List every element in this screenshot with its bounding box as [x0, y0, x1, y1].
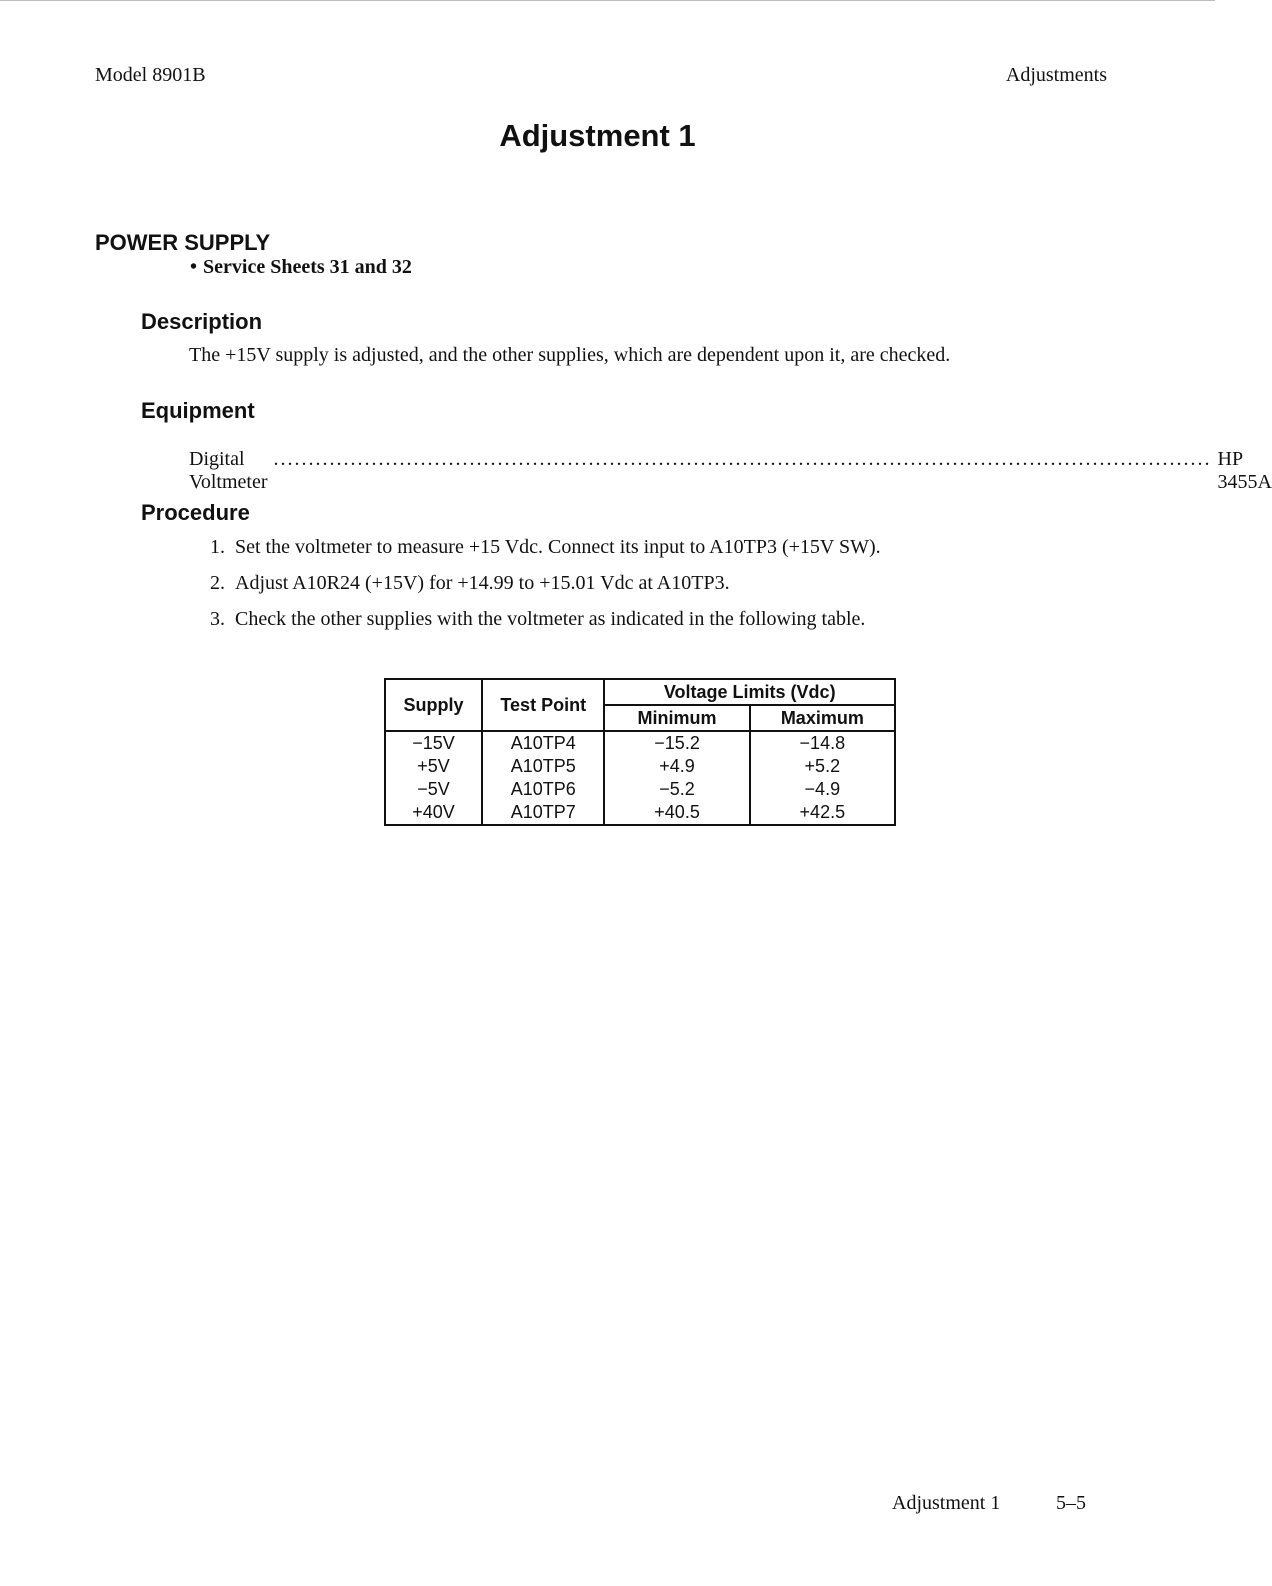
equipment-row [189, 448, 1272, 494]
table-row [385, 778, 895, 801]
equipment-model: HP 3455A [1217, 448, 1272, 493]
cell-minimum: −5.2 [604, 778, 749, 801]
page-title: Adjustment 1 [499, 118, 696, 153]
section-title: POWER SUPPLY [95, 230, 271, 255]
dot-leader: ...................................................................................................................................... [273, 448, 1212, 470]
header-maximum: Maximum [750, 705, 895, 731]
footer-label: Adjustment 1 [892, 1492, 1001, 1514]
cell-minimum: +40.5 [604, 801, 749, 825]
cell-test-point: A10TP6 [482, 778, 604, 801]
description-text: The +15V supply is adjusted, and the other supplies, which are dependent upon it, are checked. [189, 344, 951, 366]
cell-minimum: +4.9 [604, 755, 749, 778]
footer-page-number: 5–5 [1056, 1492, 1086, 1514]
table-row [385, 755, 895, 778]
header-section: Adjustments [1005, 64, 1107, 86]
cell-test-point: A10TP5 [482, 755, 604, 778]
cell-supply: −5V [385, 778, 482, 801]
description-heading: Description [141, 309, 263, 334]
procedure-step [210, 572, 881, 608]
bullet-icon: • [190, 256, 198, 278]
procedure-step [210, 608, 881, 644]
cell-supply: +5V [385, 755, 482, 778]
equipment-item: Digital Voltmeter [189, 448, 268, 493]
cell-maximum: +42.5 [750, 801, 895, 825]
header-test-point: Test Point [482, 679, 604, 731]
header-supply: Supply [385, 679, 482, 731]
cell-maximum: −14.8 [750, 731, 895, 755]
procedure-heading: Procedure [141, 500, 250, 525]
cell-supply: +40V [385, 801, 482, 825]
cell-maximum: −4.9 [750, 778, 895, 801]
top-rule [0, 0, 1215, 1]
step-number: 3. [210, 608, 225, 630]
step-number: 1. [210, 536, 225, 558]
equipment-heading: Equipment [141, 398, 255, 423]
step-number: 2. [210, 572, 225, 594]
cell-supply: −15V [385, 731, 482, 755]
step-text: Check the other supplies with the voltmeter as indicated in the following table. [235, 608, 866, 630]
header-model: Model 8901B [95, 64, 206, 86]
service-sheets-text: Service Sheets 31 and 32 [203, 256, 412, 278]
step-text: Adjust A10R24 (+15V) for +14.99 to +15.01 Vdc at A10TP3. [235, 572, 730, 594]
table-row [385, 731, 895, 755]
procedure-step [210, 536, 881, 572]
cell-test-point: A10TP7 [482, 801, 604, 825]
cell-minimum: −15.2 [604, 731, 749, 755]
voltage-limits-table [384, 678, 896, 826]
cell-test-point: A10TP4 [482, 731, 604, 755]
service-sheets-bullet [190, 256, 412, 279]
cell-maximum: +5.2 [750, 755, 895, 778]
procedure-steps [210, 536, 881, 644]
table-row [385, 801, 895, 825]
header-minimum: Minimum [604, 705, 749, 731]
step-text: Set the voltmeter to measure +15 Vdc. Connect its input to A10TP3 (+15V SW). [235, 536, 881, 558]
header-voltage-limits: Voltage Limits (Vdc) [604, 679, 895, 705]
